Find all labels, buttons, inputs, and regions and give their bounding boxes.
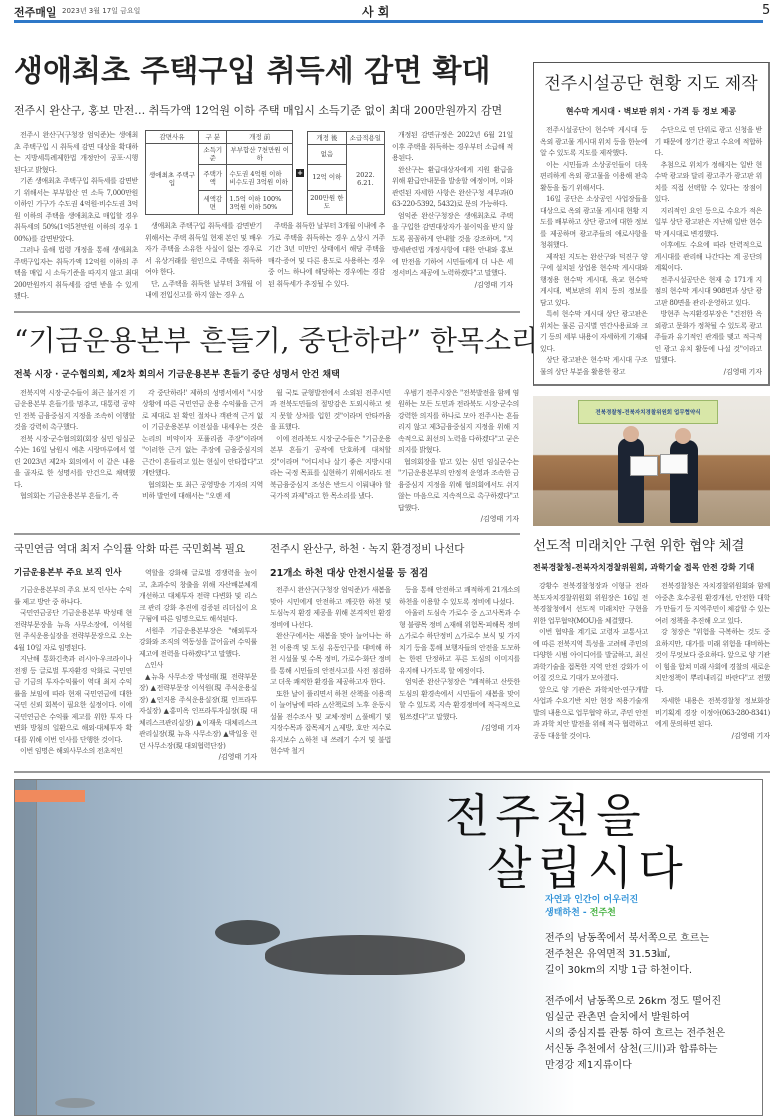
duck-head (215, 920, 280, 945)
paragraph: 역할을 강화해 글로벌 경쟁력을 높이고, 초과수익 창출을 위해 자산배분체계 개선하고 대체투자 전략 다변화 및 리스크 관리 강화 추진에 검증된 리더십이 요구됨에 따른 임명으로도 해석된다. (139, 569, 257, 623)
paragraph: 앞으로 양 기관은 과학치안·연구개발사업과 수요기반 치안 현장 적용기술개발의 내용으로 업무협약 하고, 주민 안전과 과학 치안 발전을 위해 적극 협력하고 공동 대응할 것이다. (533, 685, 648, 740)
tagline-line2b: 전주천 (589, 908, 616, 918)
paragraph: 수단으로 연 단위로 광고 신청을 받기 때문에 장기간 광고 수요에 적합하다. (654, 126, 762, 157)
paragraph: 서원주 기금운용본부장은 "해외투자 강화와 조직의 역동성을 끌어올려 수익률 제고에 전력을 다하겠다"고 말했다. (139, 626, 257, 658)
th: 소급적용일 (346, 131, 384, 144)
paragraph: 지난해 통화긴축과 러시아·우크라이나 전쟁 등 글로벌 투자환경 악화로 국민연금 기금의 투자수익률이 역대 최저 수익률을 보임에 따라 현재 국민연금에 대한 국민 신뢰 회복이 필요한 실정이다. 이에 국민연금은 수익률 제고를 위한 투자 다변화 방침의 일환으로 해외·대체투자 확대를 위해 이번 인사를 단행한 것이다. (14, 655, 132, 744)
article1-col1 (14, 130, 138, 303)
paragraph: 우범기 전주시장은 "전북발전을 함께 염원하는 모든 도민과 전라북도 시장·군수의 강력한 의지를 하나로 모아 전주시는 흔들리지 않고 제3금융중심지 지정을 위해 지속적으로 최선의 노력을 다하겠다"고 굳은 의지를 밝혔다. (398, 388, 519, 454)
paragraph: 그러나 올해 법령 개정을 통해 생애최초 주택구입자는 취득가액 12억원 이하의 주택을 매입 시 소득기준을 따지지 않고 최대 200만원까지 취득세를 감면 받을 수 있게 됐다. (14, 246, 138, 300)
article4 (14, 541, 257, 763)
paragraph: 제작된 지도는 완산구와 덕진구 양 구에 설치된 상업용 현수막 게시대와 행정용 현수막 게시대, 육교 현수막 게시대, 벽보판의 위치 등의 정보를 담고 있다. (540, 252, 648, 307)
cell: 12억 이하 (308, 164, 347, 190)
tagline-line1: 자연과 인간이 어우러진 (545, 895, 639, 905)
ad-corner-tag (15, 790, 85, 802)
article3-subheadline: 전북경찰청-전북자치경찰위원회, 과학기술 접목 안전 강화 기대 (533, 563, 755, 572)
paragraph: 주택을 취득한 날부터 3개월 이내에 추가로 주택을 취득하는 경우 △상시 거주 기간 3년 미만인 상태에서 해당 주택을 매각·증여 및 다른 용도로 사용하는 경우 중 어느 하나에 해당하는 경우에는 경감된 취득세가 추징될 수 있다. (268, 222, 385, 288)
th: 개정 前 (227, 131, 293, 144)
agreement-document (630, 456, 658, 476)
article1-byline: /김영태 기자 (474, 280, 513, 289)
ad-frame-strip (15, 780, 37, 1115)
paragraph: ▲뉴욕 사무소장 박성태(現 전략부문장) ▲전략부문장 이석원(現 주식운용실장) ▲인지용 주식운용실장(現 인프라투자실장) ▲홍미옥 인프라투자실장(現 대체리스크관리실장) ▲이재욱 대체리스크관리실장(現 뉴욕 사무소장) ▲박일웅 런던 사무소장(現 대외협력단장) (139, 672, 257, 750)
header-rule (14, 20, 763, 23)
right-area (533, 40, 770, 742)
divider (14, 533, 520, 535)
mou-ceremony-photo (533, 396, 770, 526)
paragraph: 전주시설공단이 현수막 게시대 등 옥외 광고물 게시대 위치 등을 한눈에 알 수 있도록 지도를 제작했다. (540, 126, 648, 157)
box-col2 (655, 125, 763, 367)
cell: 부부합산 7천만원 이하 (227, 144, 293, 165)
ad-title-line1: 전주천을 (445, 789, 647, 843)
article2-col4 (398, 388, 519, 515)
paragraph: 강 청장은 "위험을 극복하는 것도 중요하지만, 대가를 미래 위험을 대비하는 것이 무엇보다 중요하다. 앞으로 양 기관이 힘을 합쳐 미래 사회에 경찰의 새로운 치안정책이 뿌리내리길 바란다"고 전했다. (655, 628, 770, 694)
article3-col2 (655, 581, 770, 731)
paragraph: 이번 협약을 계기로 고령자 교통사고에 따른 전북지역 특성을 고려해 주민의 다양한 시범 아이디어를 발굴하고, 최신 과학기술을 접목한 지역 안전 강화가 이어질 것으로 기대가 모아졌다. (533, 628, 648, 682)
ad-line: 만경강 제1지류이다 (545, 1060, 632, 1071)
paragraph: 엄익준 완산구청장은 생애최초로 주택을 구입한 감면대상자가 불이익을 받지 않도록 꼼꼼하게 안내할 것을 강조하며, "지방세관련법 개정사항에 대한 안내와 홍보에 만전을 기하여 시민들에게 더 나은 세정서비스 제공에 노력하겠다"고 말했다. (392, 211, 513, 277)
article4-col2 (139, 568, 257, 752)
th: 감면사유 (146, 131, 199, 144)
cell: 세액감면 (199, 191, 227, 215)
article5-byline: /김영태 기자 (481, 724, 520, 732)
jeonjucheon-campaign-ad (14, 779, 763, 1116)
ad-line: 전주의 남동쪽에서 북서쪽으로 흐르는 (545, 933, 710, 944)
article1-subheadline: 전주시 완산구, 홍보 만전… 취득가액 12억원 이하 주택 매입시 소득기준 없이 최대 200만원까지 감면 (14, 104, 503, 117)
th: 구 분 (199, 131, 227, 144)
ad-paragraph1 (545, 931, 709, 979)
paragraph: 월 국토 균형발전에서 소외된 전주시민과 전북도민들의 절망감은 도외시하고 씻지 못할 상처를 입힌 것"이라며 안타까움을 표했다. (270, 388, 391, 431)
paragraph: 이후에도 수요에 따라 탄력적으로 게시대를 관리해 나간다는 계 공단의 계획이다. (654, 241, 762, 272)
ad-title-line2: 살립시다 (487, 841, 689, 895)
paragraph: △인사 (145, 661, 164, 669)
box-headline: 전주시설공단 현황 지도 제작 (544, 74, 758, 94)
plus-icon: + (297, 168, 303, 177)
article2-byline: /김영태 기자 (480, 515, 519, 523)
paragraph: 엄익준 완산구청장은 "쾌적하고 산뜻한 도심의 환경속에서 시민들이 새봄을 맞이할 수 있도록 지속 환경정비에 적극적으로 힘쓰겠다"고 말했다. (399, 678, 520, 721)
th: 개정 後 (308, 131, 347, 144)
cell: 주택가액 (199, 165, 227, 191)
date-cell: 2022. 6.21. (346, 144, 384, 214)
ad-line: 시의 중심지를 관통 하여 흐르는 전주천은 (545, 1028, 726, 1039)
article2-subheadline: 전북 시장 · 군수협의회, 제2차 회의서 기금운용본부 흔들기 중단 성명서 안건 채택 (14, 369, 340, 380)
ad-line: 길이 30km의 지방 1급 하천이다. (545, 965, 693, 976)
divider (14, 771, 770, 773)
paragraph: 방현주 녹지환경부장은 "건전한 옥외광고 문화가 정착될 수 있도록 광고주들과 유기적인 관계를 맺고 적극적인 광고 유치 활동에 나설 것"이라고 말했다. (654, 310, 762, 364)
article5-col2 (399, 585, 520, 723)
paragraph: 이는 시민들과 소상공인들이 더욱 편리하게 옥외 광고물을 이용해 판촉 활동을 돕기 위해서다. (540, 160, 648, 192)
paragraph: 자세한 내용은 전북경찰청 정보화장비기획계 경장 이정아(063-280-8341)에게 문의하면 된다. (655, 697, 770, 728)
newspaper-logo: 전주매일 (14, 6, 57, 19)
article5-headline: 전주시 완산구, 하천 · 녹지 환경정비 나선다 (270, 543, 465, 555)
tax-table-after (307, 131, 385, 215)
reason-cell: 생애최초 주택구입 (146, 144, 199, 215)
paragraph: 상단 광고판은 현수막 게시대 구조물의 상단 부분을 활용한 광고 (540, 356, 648, 376)
cell: 없음 (308, 144, 347, 164)
paragraph: 전주시 완산구(구청장 엄익준)가 새봄을 맞아 시민에게 안전하고 깨끗한 하천 및 도심녹지 환경 제공을 위해 본격적인 환경정비에 나선다. (270, 586, 391, 629)
mou-banner: 전북경찰청-전북자치경찰위원회 업무협약식 (578, 400, 718, 424)
page-number: 5 (762, 3, 771, 18)
paragraph: 강황수 전북경찰청장과 이형규 전라북도자치경찰위원회 위원장은 16일 전북경찰청에서 선도적 미래치안 구현을 위한 업무협약(MOU)을 체결했다. (533, 582, 648, 625)
paragraph: 전북경찰청은 자치경찰위원회와 함께 아중촌 호수공원 환경개선, 안전한 대학가 만들기 등 지역주민이 체감할 수 있는 여러 정책을 추진해 오고 있다. (655, 582, 770, 625)
ad-paragraph2 (545, 994, 725, 1074)
paragraph: 지리적인 요인 등으로 수요가 적은 일부 상단 광고판은 지난해 일반 현수막 게시대로 변경했다. (654, 206, 762, 238)
paragraph: 협의회는 또 최근 공영방송 기자의 지역 비하 발언에 대해서는 "오랜 세 (142, 480, 263, 500)
face-left (623, 426, 639, 442)
page-body (14, 40, 770, 1116)
paragraph: 전주시설공단은 현재 총 171개 지점의 현수막 게시대 908면과 상단 광고판 80면을 관리·운영하고 있다. (654, 275, 762, 307)
paragraph: 단, △주택을 취득한 날부터 3개월 이내에 전입신고를 하지 않는 경우 △ (145, 279, 262, 299)
paragraph: 국민연금공단 기금운용본부 박성태 현 전략부문장을 뉴욕 사무소장에, 이석원 현 주식운용실장을 전략부문장으로 오는 4월 10일 자로 임명된다. (14, 609, 132, 652)
cell: 1.5억 이하 100% 3억원 이하 50% (227, 191, 293, 215)
face-right (675, 428, 691, 444)
tagline-line2a: 생태하천 - (545, 908, 590, 918)
paragraph: 전북 시장·군수협의회(회장 심민 임실군수)는 16일 남원시 예촌 시랑마루에서 열린 2023년 제2차 회의에서 이 같은 내용을 골자로 한 성명서를 안건으로 채택했다. (14, 434, 135, 489)
article1-col3 (268, 221, 385, 302)
paragraph: 이번 임명은 해외사무소의 전초적인 (20, 747, 123, 755)
rock (55, 1098, 95, 1108)
paragraph: 16일 공단은 소상공인 사업장들을 대상으로 옥외 광고물 게시대 현황 지도를 배부하고 상단 광고에 대한 정보를 제공하며 광고주들의 애로사항을 청취했다. (540, 195, 648, 249)
paragraph: 협의회는 기금운용본부 흔들기, 즉 (20, 492, 119, 500)
article5-col1 (270, 585, 391, 758)
box-subheadline: 현수막 게시대 · 벽보판 위치 · 가격 등 정보 제공 (565, 107, 737, 116)
article2-col1 (14, 388, 135, 526)
box-byline: /김영태 기자 (723, 367, 762, 376)
paragraph: 기존 생애최초 주택구입 취득세를 감면받기 위해서는 부부합산 연 소득 7,000만원 이하인 가구가 수도권 4억원·비수도권 3억원 이하의 주택을 생애최초로 매입할 경우 취득세의 50%(1억5천만원 이하의 경우 100%)를 감면받았다. (14, 177, 138, 243)
article4-byline: /김영태 기자 (218, 753, 257, 761)
ad-line: 전주천은 유역면적 31.53㎢, (545, 949, 671, 960)
paragraph: 생애최초 주택구입 취득세를 감면받기 위해서는 주택 취득일 현재 본인 및 배우자가 주택을 소유한 사실이 없는 경우로서 유상거래를 원인으로 주택을 취득하여야 한다. (145, 222, 262, 276)
article2-col2 (142, 388, 263, 526)
article3-headline: 선도적 미래치안 구현 위한 협약 체결 (533, 538, 745, 554)
issue-date: 2023년 3월 17일 금요일 (62, 7, 141, 15)
tax-table-before (145, 130, 293, 215)
paragraph: 등을 통해 안전하고 쾌적하게 21개소의 하천을 이용할 수 있도록 정비에 나섰다. (399, 586, 520, 606)
cell: 수도권 4억원 이하 비수도권 3억원 이하 (227, 165, 293, 191)
paragraph: 또한 날이 풀리면서 하천 산책을 이용객이 늘어남에 따라 △산책로의 노후 운동시설물 전수조사 및 교체·정비 △풀베기 및 지장수목과 잡목제거 △제방, 호안 저수로 유지보수 △하천 내 쓰레기 수거 및 불법 현수막 철거 (270, 689, 391, 755)
ad-line: 전주에서 남동쪽으로 26km 정도 떨어진 (545, 996, 722, 1007)
paragraph: 개정된 감면규정은 2022년 6월 21일 이후 주택을 취득하는 경우부터 소급해 적용된다. (392, 131, 513, 162)
article5 (270, 541, 520, 763)
divider (14, 311, 520, 313)
section-title: 사 회 (362, 5, 390, 19)
paragraph: 기금운용본부의 주요 보직 인사는 수익률 제고 방안 중 하나다. (14, 586, 132, 606)
article4-col1 (14, 585, 132, 758)
paragraph: 전북지역 시장·군수들이 최근 불거진 기금운용본부 흔들기를 멈추고, 대통령 공약인 전북 금융중심지 지정을 조속히 이행할 것을 강력히 촉구했다. (14, 388, 135, 431)
person-right (670, 440, 698, 523)
paragraph: 완산구에서는 새봄을 맞아 늘어나는 하천 이용객 및 도심 유동인구를 대비해 하천 시설물 및 수목 정비, 가로수·화단 정비를 통해 시민들의 안전사고를 사전 점검하고 더욱 쾌적한 환경을 제공하고자 한다. (270, 632, 391, 686)
duck-body (265, 935, 465, 975)
person-left (618, 438, 644, 523)
paragraph: 추첨으로 위치가 정해지는 일반 현수막 광고와 달리 광고주가 광고판 위치를 직접 선택할 수 있다는 장점이 있다. (654, 160, 762, 203)
ad-line: 서신동 추천에서 삼천(三川)과 합류하는 (545, 1044, 718, 1055)
paragraph: 특히 현수막 게시대 상단 광고판은 위치는 물론 금지별 연간사용료와 크기 등의 세부 내용이 자세하게 기재돼 있다. (540, 310, 648, 353)
agreement-document (660, 454, 688, 474)
cell: 200만원 한도 (308, 190, 347, 214)
ad-line: 임실군 관촌면 슬치에서 발원하여 (545, 1012, 690, 1023)
article4-kicker: 기금운용본부 주요 보직 인사 (14, 568, 122, 578)
paragraph: 완산구는 환급대상자에게 지원 환급을 위해 환급안내문을 발송할 예정이며, 이와 관련된 자세한 사항은 완산구청 세무과(063-220-5392, 5432)로 문의 가능하다. (392, 165, 513, 208)
ad-tagline (545, 894, 638, 920)
paragraph: 협의회장을 맡고 있는 심민 임실군수는 "기금운용본부의 안정적 운영과 조속한 금융중심지 지정을 위해 협의회에서도 쉬지 않는 마음으로 지속적으로 촉구하겠다"고 답했다. (398, 457, 519, 512)
article5-kicker: 21개소 하천 대상 안전시설물 등 점검 (270, 568, 429, 579)
article1-headline: 생애최초 주택구입 취득세 감면 확대 (14, 54, 491, 89)
paragraph: 전주시 완산구(구청장 엄익준)는 생애최초 주택구입 시 취득세 감면 대상을 확대하는 지방세특례제한법 개정안이 공포·시행된다고 밝혔다. (14, 131, 138, 174)
article2-headline: “기금운용본부 흔들기, 중단하라” 한목소리 (14, 323, 539, 357)
article3-col1 (533, 581, 648, 742)
article1-col4 (392, 130, 513, 280)
article4-headline: 국민연금 역대 최저 수익률 악화 따른 국민회복 필요 (14, 543, 245, 555)
left-area (14, 40, 539, 763)
paragraph: 아울러 도심속 가로수 중 △고사목과 수형 불량목 정비 △재해 위험목·피해목 정비 △가로수 하단정비 △가로수 보식 및 가지치기 등을 통해 보행자들의 안전을 도모하는 한편 단정하고 푸른 도심의 이미지를 유지해 나가도록 할 예정이다. (399, 609, 520, 675)
cell: 소득기준 (199, 144, 227, 165)
article3-byline: /김영태 기자 (731, 731, 770, 740)
facility-map-box (533, 62, 770, 386)
paragraph: 이에 전라북도 시장·군수들은 "기금운용본부 흔들기 공작에 단호하게 대처할 것"이라며 "어디서나 살기 좋은 지방시대라는 국정 목표를 실현하기 위해서라도 전북금융중심지 조성은 반드시 이뤄내야 할 국가적 과제"라고 한 목소리를 냈다. (270, 434, 391, 500)
article1-col2 (145, 221, 262, 302)
article2-col3 (270, 388, 391, 526)
paragraph: 각 중단하라!' 제하의 성명서에서 "시장 상황에 따른 국민연금 운용 수익률을 근거로 제대로 된 확인 절차나 객관적 근거 없이 기금운용본부 이전설을 내세우는 것은 논리의 비약이자 포퓰리즘 주장"이라며 "이러한 근거 없는 주장에 금융중심지의 근간이 흔들리고 있는 현실이 안타깝다"고 개탄했다. (142, 388, 263, 477)
box-col1 (540, 125, 648, 378)
